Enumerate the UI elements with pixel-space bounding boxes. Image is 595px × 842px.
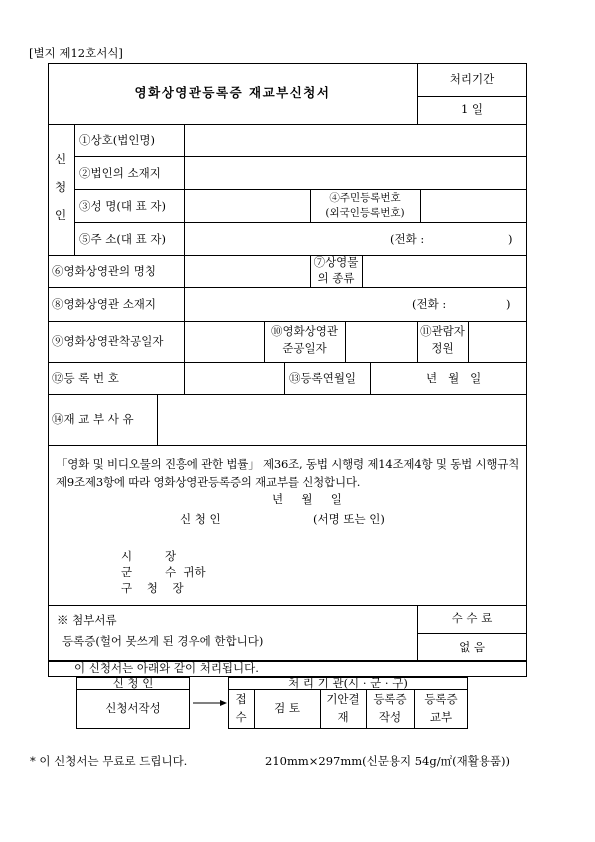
addressee-line-3: 구 청 장 bbox=[121, 581, 184, 595]
addressee-line-1: 시 장 bbox=[121, 549, 177, 563]
reg-date-label: ⑬등록연월일 bbox=[289, 371, 357, 385]
flow-step-approval: 기안결 bbox=[326, 692, 360, 706]
completion-date-label: ⑩영화상영관 bbox=[270, 324, 339, 338]
reissue-reason-label: ⑭재 교 부 사 유 bbox=[52, 412, 134, 426]
flow-step-cert-write: 등록증 bbox=[373, 692, 407, 706]
flow-step-approval-2: 재 bbox=[337, 710, 349, 724]
applicant-label-2: 청 bbox=[55, 180, 67, 194]
attachments-title: ※ 첨부서류 bbox=[57, 613, 117, 627]
capacity-sub: 정원 bbox=[431, 341, 454, 355]
construction-start-label: ⑨영화상영관착공일자 bbox=[52, 334, 164, 348]
flow-step-receipt: 접 bbox=[235, 692, 247, 706]
flow-step-receipt-2: 수 bbox=[235, 710, 247, 724]
processing-period-label: 처리기간 bbox=[449, 72, 495, 86]
footer-note: * 이 신청서는 무료로 드립니다. bbox=[30, 754, 188, 768]
applicant-label-3: 인 bbox=[55, 208, 67, 222]
phone-label-2: (전화 : bbox=[412, 297, 447, 311]
corp-address-label: ②법인의 소재지 bbox=[79, 166, 161, 180]
fee-value: 없 음 bbox=[459, 640, 485, 654]
application-statement: 「영화 및 비디오물의 진흥에 관한 법률」 제36조, 동법 시행령 제14조제4항 및 동법 시행규칙 제9조제3항에 따라 영화상영관등록증의 재교부를 신청합니다. bbox=[56, 457, 520, 489]
rep-address-label: ⑤주 소(대 표 자) bbox=[79, 232, 166, 246]
trade-name-label: ①상호(법인명) bbox=[79, 133, 156, 147]
flow-step-cert-issue: 등록증 bbox=[424, 692, 458, 706]
process-caption: 이 신청서는 아래와 같이 처리됩니다. bbox=[74, 661, 259, 675]
resident-number-sub: (외국인등록번호) bbox=[325, 207, 405, 219]
flow-applicant-label: 신 청 인 bbox=[112, 676, 154, 690]
addressee-line-2: 군 수 귀하 bbox=[121, 565, 206, 579]
footer-paper: 210mm×297mm(신문용지 54g/㎡(재활용품)) bbox=[265, 754, 510, 768]
signature-label: 신 청 인 bbox=[180, 512, 221, 526]
date-line: 년 월 일 bbox=[272, 492, 342, 506]
rep-name-label: ③성 명(대 표 자) bbox=[79, 199, 166, 213]
phone-close-2: ) bbox=[506, 297, 511, 311]
processing-period-value: 1 일 bbox=[460, 102, 484, 116]
flow-step-cert-issue-2: 교부 bbox=[429, 710, 453, 724]
reg-number-label: ⑫등 록 번 호 bbox=[52, 371, 119, 385]
film-type-label: ⑦상영물 bbox=[313, 255, 359, 269]
capacity-label: ⑪관람자 bbox=[420, 324, 465, 338]
flow-step-cert-write-2: 작성 bbox=[378, 710, 402, 724]
phone-label-1: (전화 : bbox=[390, 232, 425, 246]
form-number: [별지 제12호서식] bbox=[29, 46, 123, 60]
form-title: 영화상영관등록증 재교부신청서 bbox=[134, 85, 331, 100]
film-type-sub: 의 종류 bbox=[317, 271, 355, 285]
flow-applicant-step: 신청서작성 bbox=[105, 701, 161, 715]
applicant-label-1: 신 bbox=[55, 152, 67, 166]
flow-step-review: 검 토 bbox=[274, 701, 300, 715]
cinema-name-label: ⑥영화상영관의 명칭 bbox=[52, 264, 157, 278]
fee-label: 수 수 료 bbox=[451, 611, 493, 625]
signature-note: (서명 또는 인) bbox=[313, 512, 385, 526]
attachments-content: 등록증(헐어 못쓰게 된 경우에 한합니다) bbox=[62, 634, 264, 648]
flow-authority-label: 처 리 기 관(시 · 군 · 구) bbox=[288, 676, 408, 690]
flow-arrow bbox=[192, 698, 228, 708]
reg-date-value: 년 월 일 bbox=[426, 371, 482, 385]
resident-number-label: ④주민등록번호 bbox=[329, 192, 401, 204]
completion-date-sub: 준공일자 bbox=[282, 341, 327, 355]
phone-close-1: ) bbox=[508, 232, 513, 246]
cinema-location-label: ⑧영화상영관 소재지 bbox=[52, 297, 157, 311]
